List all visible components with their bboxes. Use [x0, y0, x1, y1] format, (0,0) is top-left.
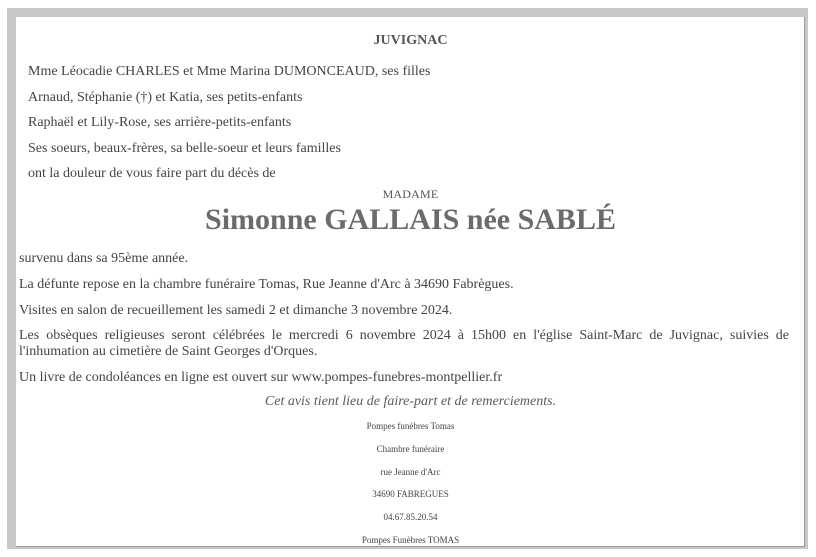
visits-line: Visites en salon de recueillement les samedi 2 et dimanche 3 novembre 2024. [19, 303, 453, 318]
notice-frame [7, 8, 808, 549]
footer-line: 34690 FABREGUES [372, 489, 449, 500]
footer-phone: 04.67.85.20.54 [383, 512, 438, 523]
funeral-home-footer [16, 415, 805, 552]
repose-line: La défunte repose en la chambre funéraire Tomas, Rue Jeanne d'Arc à 34690 Fabrègues. [19, 277, 514, 292]
footer-line: Pompes Funèbres TOMAS [361, 534, 460, 545]
age-line: survenu dans sa 95ème année. [19, 251, 189, 266]
footer-line: Pompes funèbres Tomas [366, 421, 455, 431]
footer-line: rue Jeanne d'Arc [380, 466, 441, 477]
deceased-name: Simonne GALLAIS née SABLÉ [205, 203, 616, 236]
family-line: Mme Léocadie CHARLES et Mme Marina DUMONCEAUD, ses filles [28, 64, 431, 79]
deceased-title: MADAME [382, 187, 439, 201]
family-list [28, 59, 430, 187]
condolences-line: Un livre de condoléances en ligne est ouvert sur www.pompes-funebres-montpellier.fr [19, 370, 503, 385]
footer-line: Chambre funéraire [376, 443, 445, 454]
family-line: Arnaud, Stéphanie (†) et Katia, ses petits-enfants [28, 89, 303, 105]
family-line: Ses soeurs, beaux-frères, sa belle-soeur et leurs familles [28, 140, 341, 156]
closing-note: Cet avis tient lieu de faire-part et de remerciements. [264, 394, 557, 409]
funeral-paragraph: Les obsèques religieuses seront célébrées le mercredi 6 novembre 2024 à 15h00 en l'église Saint-Marc de Juvignac, suivies de l'inhumation au cimetière de Saint Georges d'Orques. [19, 328, 789, 359]
obituary-notice [16, 17, 805, 547]
family-line: Raphaël et Lily-Rose, ses arrière-petits-enfants [28, 115, 292, 130]
city-heading: JUVIGNAC [373, 33, 448, 48]
family-line: ont la douleur de vous faire part du décès de [28, 166, 276, 181]
